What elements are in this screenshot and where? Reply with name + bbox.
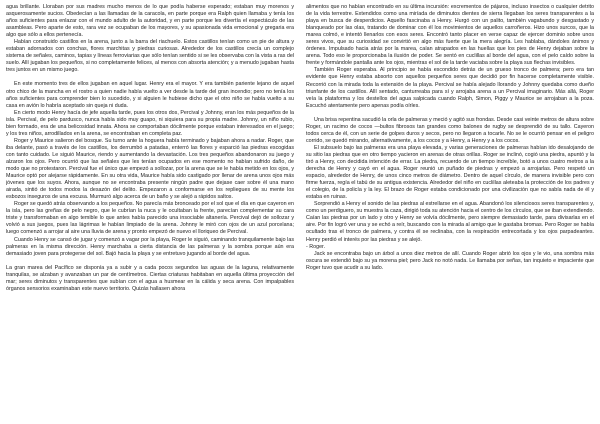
paragraph: Cuando Henry se cansó de jugar y comenzó a vagar por la playa, Roger le siguió, caminando tranquilamente bajo las palmeras en la misma dirección. Henry marchaba a cierta distancia de las palmeras y la sombra porque aún era demasiado joven para protegerse del sol. Bajó hacia la playa y se entretuvo jugando al borde del agua. bbox=[6, 236, 294, 257]
right-column bbox=[306, 4, 594, 424]
paragraph: En este momento tres de ellos jugaban en aquel lugar. Henry era el mayor. Y era también pariente lejano de aquel otro chico de la mancha en el rostro a quien nadie había vuelto a ver desde la tarde del gran incendio; pero no tenía los años suficientes para comprender bien lo sucedido, y si alguien le hubiese dicho que el otro niño se había vuelto a su casa en avión lo habría aceptado sin queja ni duda. bbox=[6, 81, 294, 109]
paragraph: El subsuelo bajo las palmeras era una playa elevada, y varias generaciones de palmeras habían ido desalojando de su sitio las piedras que en otro tiempo yacieron en arenas de otras orillas. Roger se inclinó, cogió una piedra, apuntó y la tiró a Henry, con decidida intención de errar. La piedra, recuerdo de un tiempo increíble, botó a unos cuatro metros a la derecha de Henry y cayó en el agua. Roger reunió un puñado de piedras y empezó a arrojarlas. Pero respetó un espacio, alrededor de Henry, de unos cinco metros de diámetro. Dentro de aquel círculo, de manera invisible pero con firme fuerza, regía el tabú de su antigua existencia. Alrededor del niño en cuclillas aleteaba la protección de los padres y el colegio, de la policía y la ley. El brazo de Roger estaba condicionado por una civilización que no sabía nada de él y estaba en ruinas. bbox=[306, 144, 594, 201]
paragraph: En cierto modo Henry hacía de jefe aquella tarde, pues los otros dos, Percival y Johnny, eran los más pequeños de la isla. Percival, de pelo pardusco, nunca había sido muy guapo, ni siquiera para su propia madre. Johnny, un niño rubio, bien formado, era de una belicosidad innata. Ahora se comportaban dócilmente porque estaban interesados en el juego; y los tres niños, arrodillados en la arena, se encontraban en completa paz. bbox=[6, 109, 294, 137]
paragraph: agua brillante. Lloraban por sus madres mucho menos de lo que podía haberse esperado; estaban muy morenos y asquerosamente sucios. Obedecían a las llamadas de la caracola, en parte porque era Ralph quien llamaba y tenía los años suficientes para enlazar con el mundo adulto de la autoridad, y en parte porque les divertía el espectáculo de las asambleas. Pero aparte de esto, rara vez se ocupaban de los mayores, y su apasionada vida emocional y gregaria era algo que sólo a ellos pertenecía. bbox=[6, 4, 294, 39]
left-column bbox=[6, 4, 294, 424]
paragraph: Roger y Maurice salieron del bosque. Su turno ante la hoguera había terminado y bajaban ahora a nadar. Roger, que iba delante, pasó a través de los castillos, los derrumbó a patadas, enterró las flores y esparció las piedras escogidas con tanto cuidado. Le siguió Maurice, riendo y aumentando la devastación. Los tres pequeños abandonaron su juego y alzaron los ojos. Pero ocurrió que las señales que les tenían ocupados en ese momento no habían sufrido daño, de modo que no protestaron. Percival fue el único que empezó a sollozar, por la arena que se le había metido en los ojos, y Maurice optó por alejarse rápidamente. En su otra vida, Maurice había sido castigado por llenar de arena unos ojos más jóvenes que los suyos. Ahora, aunque no se encontraba presente ningún padre que dejase caer sobre él una mano airada, sintió de todos modos la desazón del delito. Empezaron a conformarse en los repliegues de su mente los esbozos inseguros de una excusa. Murmuró algo acerca de un baño y se alejó a rápidos saltos. bbox=[6, 137, 294, 201]
paragraph: alimentos que no habían encontrado en su última incursión: excrementos de pájaros, incluso insectos o cualquier detrito de la vida terrestre. Extendidos como una miríada de diminutos dientes de sierra llegaban los seres transparentes a la playa en busca de desperdicios. Aquello fascinaba a Henry. Hurgó con un palito, también vagabundo y desgastado y blanqueado por las olas, tratando de dominar con él los movimientos de aquellos carroñeros. Hizo unos surcos, que la marea colmó, e intentó llenarlos con esos seres. Encontró tanto placer en verse capaz de ejercer dominio sobre unos seres vivos, que su curiosidad se convirtió en algo más fuerte que la mera alegría. Les hablaba, dándoles ánimos y órdenes. Impulsado hacia atrás por la marea, caían atrapados en las huellas que los pies de Henry dejaban sobre la arena. Todo eso le proporcionaba la ilusión de poder. Se sentó en cuclillas al borde del agua, con el pelo caído sobre la frente y formándole pantalla ante los ojos, mientras el sol de la tarde vaciaba sobre la playa sus flechas invisibles. bbox=[306, 4, 594, 67]
paragraph: También Roger esperaba. Al principio se había escondido detrás de un grueso tronco de palmera; pero era tan evidente que Henry estaba absorto con aquellos pequeños seres que decidió por fin hacerse completamente visible. Recorrió con la mirada toda la extensión de la playa. Percival se había alejado llorando y Johnny quedaba como dueño triunfante de los castillos. Allí sentado, canturreaba para sí y arrojaba arena a un Percival imaginario. Más allá, Roger veía la plataforma y los destellos del agua salpicada cuando Ralph, Simon, Piggy y Maurice se arrojaban a la poza. Escuchó atentamente pero apenas podía oírles. bbox=[306, 67, 594, 109]
dialogue-line: - Roger. bbox=[306, 243, 326, 250]
paragraph: La gran marea del Pacífico se disponía ya a subir y a cada pocos segundos las aguas de la laguna, relativamente tranquilas, se alzaban y avanzaban un par de centímetros. Ciertas criaturas habitaban en aquella última proyección del mar; seres diminutos y transparentes que subían con el agua a husmear en la cálida y seca arena. Con impalpables órganos sensorios examinaban este nuevo territorio. Quizás hallasen ahora bbox=[6, 264, 294, 292]
paragraph: Una brisa repentina sacudió la orla de palmeras y meció y agitó sus frondas. Desde casi veinte metros de altura sobre Roger, un racimo de cocos —bultos fibrosos tan grandes como balones de rugby se desprendió de su tallo. Cayeron todos cerca de él, con un serie de golpes duros y secos, pero no llegaron a tocarle. No se le ocurrió pensar en el peligro corrido, se quedó mirando, alternativamente, a los cocos y a Henry, a Henry y a los cocos. bbox=[306, 116, 594, 144]
paragraph: Sorprendió a Henry el sonido de las piedras al estrellarse en el agua. Abandonó los silenciosos seres transparentes y, como un perdiguero, su muestra la caza, dirigió toda su atención hacia el centro de los círculos, que se iban extendiendo. Caían las piedras por un lado y otro y Henry se volvía dócilmente, pero siempre demasiado tarde, para divisarlas en el aire. Por fin logró ver una y se echó a reír, buscando con la mirada al amigo que le gastaba bromas. Pero Roger se había ocultado tras el tronco de palmera, y contra él se reclinaba, con la respiración entrecortada y los ojos parpadeantes. Henry perdió el interés por las piedras y se alejó. bbox=[306, 201, 594, 243]
paragraph: Jack se encontraba bajo un árbol a unos diez metros de allí. Cuando Roger abrió los ojos y le vio, una sombra más oscura se extendió bajo su ya morena piel; pero Jack no notó nada. Le llamaba por señas, tan inquieto e impaciente que Roger tuvo que acudir a su lado. bbox=[306, 250, 594, 271]
paragraph: Roger se quedó atrás observando a los pequeños. No parecía más bronceado por el sol que el día en que cayeron en la isla, pero las greñas de pelo negro, que le cubrían la nuca y le ocultaban la frente, parecían complementar su cara triste y transformaban en algo temible lo que antes había parecido una insociable altanería. Percival dejó de sollozar y volvió a sus juegos, pues las lágrimas le habían limpiado de la arena. Johnny le miró con ojos de un azul porcelana; luego comenzó a arrojar al aire una lluvia de arena y pronto empezó de nuevo el lloriqueo de Percival. bbox=[6, 201, 294, 236]
paragraph: Habían construido castillos en la arena, junto a la barra del riachuelo. Estos castillos tenían como un pie de altura y estaban adornados con conchas, flores marchitas y piedras curiosas. Alrededor de los castillos crecía un complejo sistema de señales, caminos, tapias y líneas ferroviarias que sólo tenían sentido si se les observaba con la vista a ras del suelo. Allí jugaban los pequeños, si no completamente felices, al menos con absorta atención; y a menudo jugaban hasta tres juntos en un mismo juego. bbox=[6, 39, 294, 74]
